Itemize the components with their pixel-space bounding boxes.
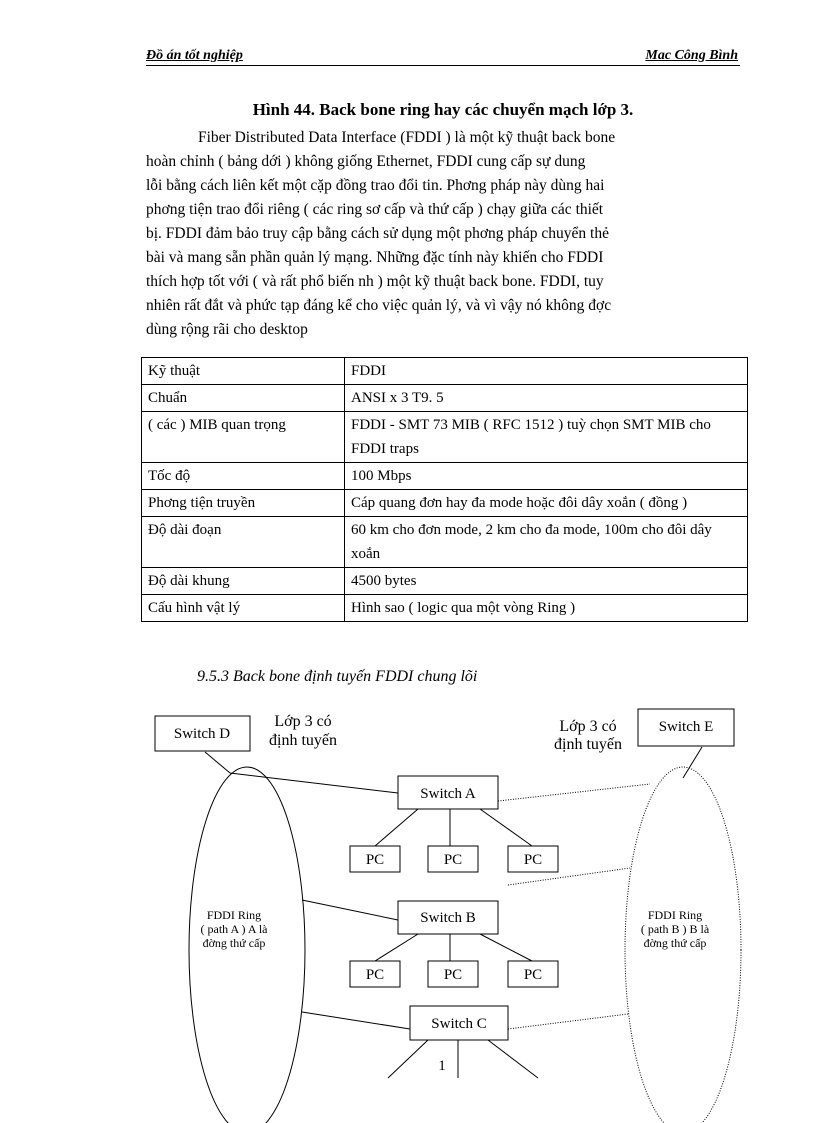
- layer3-right-line2: định tuyến: [554, 736, 622, 753]
- table-cell-value: Hình sao ( logic qua một vòng Ring ): [345, 595, 748, 622]
- figure-title: Hình 44. Back bone ring hay các chuyển mạch lớp 3.: [252, 100, 634, 119]
- paragraph-line: hoàn chỉnh ( bảng dới ) không giống Ethernet, FDDI cung cấp sự dung: [146, 153, 586, 170]
- table-cell-label: Độ dài khung: [142, 568, 345, 595]
- link-ring-c-left: [302, 1012, 410, 1029]
- layer3-right-line1: Lớp 3 có: [559, 718, 617, 735]
- link-b-pc1: [375, 934, 418, 961]
- table-cell-value: Cáp quang đơn hay đa mode hoặc đôi dây xoắn ( đồng ): [345, 490, 748, 517]
- table-cell-label: Tốc độ: [142, 463, 345, 490]
- table-row: [142, 385, 748, 412]
- pc-label: PC: [365, 967, 385, 983]
- fddi-spec-table: [141, 357, 748, 622]
- switch-b-label: Switch B: [420, 910, 476, 926]
- table-cell-value: 60 km cho đơn mode, 2 km cho đa mode, 100m cho đôi dây xoắn: [345, 517, 748, 568]
- link-b-pc3: [480, 934, 532, 961]
- pc-label: PC: [443, 852, 463, 868]
- pc-label: PC: [523, 967, 543, 983]
- table-row: [142, 412, 748, 463]
- link-c-right: [488, 1040, 538, 1078]
- switch-c-label: Switch C: [431, 1016, 487, 1032]
- paragraph-line: Fiber Distributed Data Interface (FDDI ) là một kỹ thuật back bone: [198, 129, 616, 146]
- paragraph-line: bài và mang sẵn phần quản lý mạng. Những đặc tính này khiến cho FDDI: [146, 249, 604, 266]
- table-cell-label: Cấu hình vật lý: [142, 595, 345, 622]
- body-paragraph: [146, 126, 744, 342]
- switch-d-label: Switch D: [173, 726, 231, 742]
- fddi-network-diagram: [130, 700, 770, 1123]
- header-right: Mac Công Bình: [645, 48, 738, 63]
- layer3-left-line2: định tuyến: [269, 732, 337, 749]
- table-row: [142, 517, 748, 568]
- ring-left-line2: ( path A ) A là: [200, 922, 268, 936]
- table-cell-value: FDDI: [345, 358, 748, 385]
- diagram-number: 1: [438, 1058, 446, 1074]
- table-cell-value: 4500 bytes: [345, 568, 748, 595]
- header-left: Đồ án tốt nghiệp: [146, 48, 243, 63]
- table-cell-label: Độ dài đoạn: [142, 517, 345, 568]
- table-row: [142, 358, 748, 385]
- ring-left-line3: đờng thứ cấp: [202, 936, 266, 950]
- link-ring-a-right: [498, 784, 650, 801]
- pc-label: PC: [523, 852, 543, 868]
- table-cell-value: ANSI x 3 T9. 5: [345, 385, 748, 412]
- layer3-left-line1: Lớp 3 có: [274, 713, 332, 730]
- ring-right-line2: ( path B ) B là: [640, 922, 710, 936]
- table-row: [142, 568, 748, 595]
- link-c-left: [388, 1040, 428, 1078]
- paragraph-line: thích hợp tốt với ( và rất phổ biến nh ) một kỹ thuật back bone. FDDI, tuy: [146, 273, 604, 290]
- switch-a-label: Switch A: [420, 786, 476, 802]
- table-cell-label: Chuẩn: [142, 385, 345, 412]
- link-ring-c-right: [508, 1014, 628, 1029]
- table-row: [142, 463, 748, 490]
- link-a-pc3: [480, 809, 532, 846]
- pc-label: PC: [365, 852, 385, 868]
- paragraph-line: bị. FDDI đảm bảo truy cập bằng cách sử dụng một phơng pháp chuyển thẻ: [146, 225, 609, 242]
- ring-right-line3: đờng thứ cấp: [643, 936, 707, 950]
- paragraph-line: dùng rộng rãi cho desktop: [146, 321, 308, 338]
- ring-left-line1: FDDI Ring: [206, 908, 262, 922]
- paragraph-line: lỗi bằng cách liên kết một cặp đồng trao đổi tin. Phơng pháp này dùng hai: [146, 177, 605, 194]
- table-row: [142, 490, 748, 517]
- link-ring-a-left: [230, 773, 398, 793]
- paragraph-line: phơng tiện trao đổi riêng ( các ring sơ cấp và thứ cấp ) chạy giữa các thiết: [146, 201, 604, 218]
- link-d-ring: [205, 752, 230, 773]
- table-cell-label: ( các ) MIB quan trọng: [142, 412, 345, 463]
- link-ring-b-left: [302, 900, 398, 920]
- pc-label: PC: [443, 967, 463, 983]
- table-cell-value: FDDI - SMT 73 MIB ( RFC 1512 ) tuỳ chọn SMT MIB cho FDDI traps: [345, 412, 748, 463]
- link-a-pc1: [375, 809, 418, 846]
- table-row: [142, 595, 748, 622]
- table-cell-label: Phơng tiện truyền: [142, 490, 345, 517]
- table-cell-value: 100 Mbps: [345, 463, 748, 490]
- switch-e-label: Switch E: [658, 719, 714, 735]
- section-title: 9.5.3 Back bone định tuyến FDDI chung lõi: [197, 668, 478, 685]
- table-cell-label: Kỹ thuật: [142, 358, 345, 385]
- header-rule: [146, 65, 740, 66]
- ring-right-line1: FDDI Ring: [647, 908, 703, 922]
- paragraph-line: nhiên rất đắt và phức tạp đáng kể cho việc quản lý, và vì vậy nó không đợc: [146, 297, 612, 314]
- link-e-ring: [683, 747, 702, 778]
